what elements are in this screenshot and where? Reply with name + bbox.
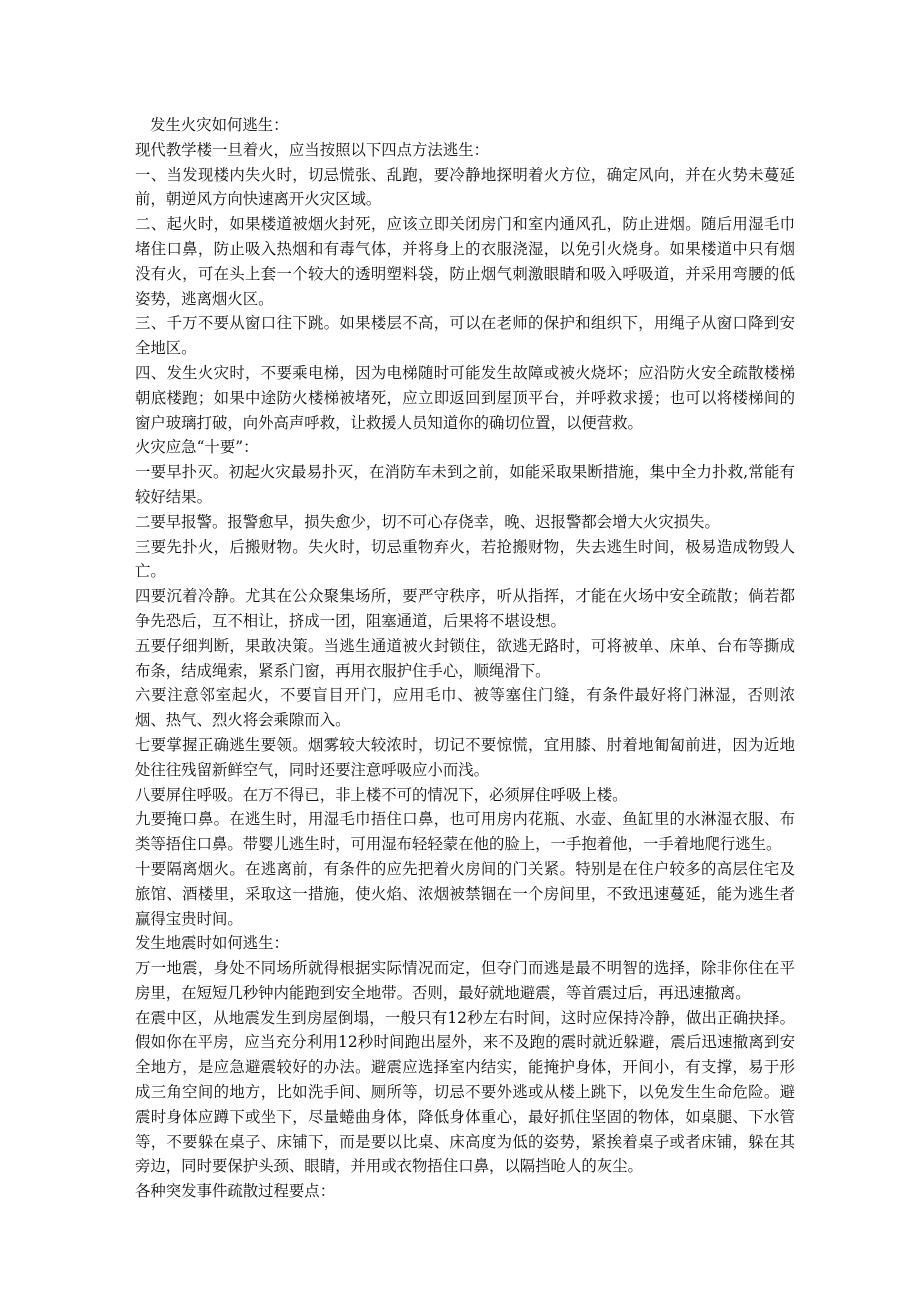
document-body <box>135 113 795 1204</box>
heading-earthquake-escape: 发生地震时如何逃生： <box>135 934 289 953</box>
paragraph-must-10: 十要隔离烟火。在逃离前，有条件的应先把着火房间的门关紧。特别是在住户较多的高层住宅及旅馆、酒楼里，采取这一措施，使火焰、浓烟被禁锢在一个房间里，不致迅速蔓延，能为逃生者赢得宝贵时间。 <box>135 859 795 928</box>
paragraph-must-8: 八要屏住呼吸。在万不得已，非上楼不可的情况下，必须屏住呼吸上楼。 <box>135 785 628 804</box>
paragraph-must-4: 四要沉着冷静。尤其在公众聚集场所，要严守秩序，听从指挥，才能在火场中安全疏散；倘若都争先恐后，互不相让，挤成一团，阻塞通道，后果将不堪设想。 <box>135 587 795 630</box>
paragraph-must-6: 六要注意邻室起火，不要盲目开门，应用毛巾、被等塞住门缝，有条件最好将门淋湿，否则浓烟、热气、烈火将会乘隙而入。 <box>135 686 795 730</box>
paragraph-must-3: 三要先扑火，后搬财物。失火时，切忌重物弃火，若抢搬财物，失去逃生时间，极易造成物毁人亡。 <box>135 537 795 581</box>
paragraph-earthquake-1: 万一地震，身处不同场所就得根据实际情况而定，但夺门而逃是最不明智的选择，除非你住在平房里，在短短几秒钟内能跑到安全地带。否则，最好就地避震，等首震过后，再迅速撤离。 <box>135 959 795 1002</box>
paragraph-intro: 现代教学楼一旦着火，应当按照以下四点方法逃生： <box>135 140 489 159</box>
paragraph-point-2: 二、起火时，如果楼道被烟火封死，应该立即关闭房门和室内通风孔，防止进烟。随后用湿毛巾堵住口鼻，防止吸入热烟和有毒气体，并将身上的衣服浇湿，以免引火烧身。如果楼道中只有烟没有火，可在头上套一个较大的透明塑料袋，防止烟气刺激眼睛和吸入呼吸道，并采用弯腰的低姿势，逃离烟火区。 <box>135 215 795 308</box>
paragraph-point-1: 一、当发现楼内失火时，切忌慌张、乱跑，要冷静地探明着火方位，确定风向，并在火势未蔓延前，朝逆风方向快速离开火灾区域。 <box>135 165 795 209</box>
heading-fire-escape: 发生火灾如何逃生： <box>150 116 289 134</box>
paragraph-must-5: 五要仔细判断，果敢决策。当逃生通道被火封锁住，欲逃无路时，可将被单、床单、台布等撕成布条，结成绳索，紧系门窗，再用衣服护住手心，顺绳滑下。 <box>135 636 795 680</box>
heading-ten-musts: 火灾应急“十要”： <box>135 438 259 457</box>
paragraph-earthquake-2: 在震中区，从地震发生到房屋倒塌，一般只有12秒左右时间，这时应保持冷静，做出正确抉择。假如你在平房，应当充分利用12秒时间跑出屋外，来不及跑的震时就近躲避，震后迅速撤离到安全地方，是应急避震较好的办法。避震应选择室内结实，能掩护身体，开间小，有支撑，易于形成三角空间的地方，比如洗手间、厕所等，切忌不要外逃或从楼上跳下，以免发生生命危险。避震时身体应蹲下或坐下，尽量蜷曲身体，降低身体重心，最好抓住坚固的物体，如桌腿、下水管等，不要躲在桌子、床铺下，而是要以比桌、床高度为低的姿势，紧挨着桌子或者床铺，躲在其旁边，同时要保护头颈、眼睛，并用或衣物捂住口鼻，以隔挡呛人的灰尘。 <box>135 1008 795 1176</box>
paragraph-must-7: 七要掌握正确逃生要领。烟雾较大较浓时，切记不要惊慌，宜用膝、肘着地匍匐前进，因为近地处往往残留新鲜空气，同时还要注意呼吸应小而浅。 <box>135 735 795 779</box>
paragraph-must-1: 一要早扑灭。初起火灾最易扑灭，在消防车未到之前，如能采取果断措施，集中全力扑救,常能有较好结果。 <box>135 463 795 506</box>
paragraph-point-3: 三、千万不要从窗口往下跳。如果楼层不高，可以在老师的保护和组织下，用绳子从窗口降到安全地区。 <box>135 314 795 358</box>
paragraph-must-9: 九要掩口鼻。在逃生时，用湿毛巾捂住口鼻，也可用房内花瓶、水壶、鱼缸里的水淋湿衣服、布类等捂住口鼻。带婴儿逃生时，可用湿布轻轻蒙在他的脸上，一手抱着他，一手着地爬行逃生。 <box>135 810 795 854</box>
heading-evacuation-points: 各种突发事件疏散过程要点： <box>135 1182 336 1201</box>
paragraph-must-2: 二要早报警。报警愈早，损失愈少，切不可心存侥幸，晚、迟报警都会增大火灾损失。 <box>135 512 720 531</box>
paragraph-point-4: 四、发生火灾时，不要乘电梯，因为电梯随时可能发生故障或被火烧坏；应沿防火安全疏散楼梯朝底楼跑；如果中途防火楼梯被堵死，应立即返回到屋顶平台，并呼救求援；也可以将楼梯间的窗户玻璃打破，向外高声呼救，让救援人员知道你的确切位置，以便营救。 <box>135 363 795 432</box>
